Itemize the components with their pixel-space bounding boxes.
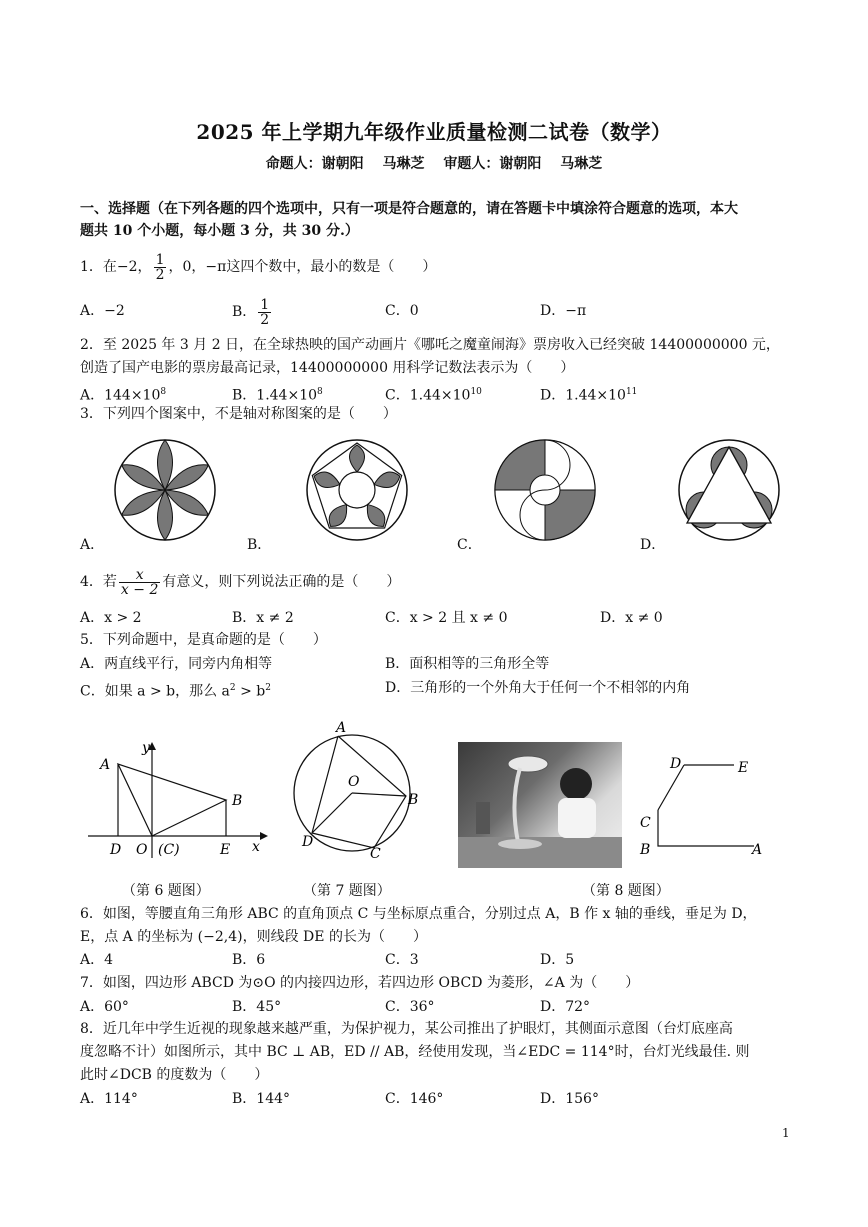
caption-fig6: （第 6 题图） [122, 883, 210, 899]
f7-label-a: A [336, 720, 347, 736]
q3-figure-b [302, 435, 412, 545]
q2-a-exp: 8 [160, 387, 167, 397]
q2-c-text: C．1.44×10 [385, 387, 471, 404]
q2-line1: 2．至 2025 年 3 月 2 日，在全球热映的国产动画片《哪吒之魔童闹海》票房收入已经突破 14400000000 元， [80, 337, 780, 353]
q2-b-exp: 8 [317, 387, 323, 397]
q6-option-d: D．5 [540, 952, 575, 968]
page-number: 1 [782, 1126, 790, 1140]
q6-line1: 6．如图，等腰直角三角形 ABC 的直角顶点 C 与坐标原点重合，分别过点 A，B 作 x 轴的垂线，垂足为 D， [80, 906, 757, 922]
q7-stem: 7．如图，四边形 ABCD 为⊙O 的内接四边形，若四边形 OBCD 为菱形，∠A 为（ ） [80, 975, 640, 991]
q1-stem-c: ，0， [168, 259, 206, 275]
f6-label-x: x [252, 839, 260, 855]
q1-stem-d: −π [205, 259, 227, 275]
q2-c-exp: 10 [470, 387, 482, 397]
f6-label-o: O [136, 842, 148, 858]
f6-label-d: D [110, 842, 122, 858]
f6-label-a: A [100, 757, 111, 773]
q1-option-b-frac [258, 298, 271, 327]
desk-lamp-photo [458, 742, 622, 868]
figure-6 [88, 738, 268, 863]
q8-option-b: B．144° [232, 1091, 291, 1107]
q8-option-a: A．114° [80, 1091, 138, 1107]
q4-stem-b: 有意义，则下列说法正确的是（ ） [162, 574, 401, 590]
q4-frac-den: x − 2 [120, 581, 159, 598]
f7-label-o: O [348, 774, 360, 790]
q2-d-text: D．1.44×10 [540, 387, 626, 404]
q3-stem: 3．下列四个图案中，不是轴对称图案的是（ ） [80, 406, 397, 422]
q5-stem: 5．下列命题中，是真命题的是（ ） [80, 632, 327, 648]
q8-option-c: C．146° [385, 1091, 444, 1107]
f8-label-d: D [670, 756, 682, 772]
q8-line1: 8．近几年中学生近视的现象越来越严重，为保护视力，某公司推出了护眼灯，其侧面示意图（台灯底座高 [80, 1021, 733, 1037]
q6-option-c: C．3 [385, 952, 419, 968]
q5-option-a: A．两直线平行，同旁内角相等 [80, 656, 273, 672]
f8-label-e: E [738, 760, 749, 776]
q8-line2: 度忽略不计）如图所示，其中 BC ⊥ AB，ED // AB，经使用发现，当∠EDC = 114°时，台灯光线最佳. 则 [80, 1044, 750, 1060]
f8-label-a: A [752, 842, 763, 858]
q7-option-d: D．72° [540, 999, 591, 1015]
q5-c-exp2: 2 [265, 683, 271, 693]
q1-stem-a: 1．在 [80, 259, 117, 275]
caption-fig8: （第 8 题图） [582, 883, 670, 899]
q6-option-b: B．6 [232, 952, 266, 968]
q3-figure-c [490, 435, 600, 545]
authors-line: 命题人：谢朝阳 马琳芝 审题人：谢朝阳 马琳芝 [265, 156, 603, 172]
q1-option-c: C．0 [385, 303, 419, 319]
q5-c-b: > b [235, 683, 266, 700]
figure-8 [636, 752, 776, 862]
f8-label-c: C [640, 815, 651, 831]
q5-c-a: C．如果 a > b，那么 a [80, 683, 230, 700]
q3-option-d: D． [640, 537, 666, 553]
f8-label-b: B [640, 842, 651, 858]
q1-b-den: 2 [260, 311, 270, 328]
q4-stem-a: 4．若 [80, 574, 117, 590]
f6-label-e: E [220, 842, 231, 858]
q3-figure-d [674, 435, 784, 545]
q2-b-text: B．1.44×10 [232, 387, 318, 404]
q7-option-a: A．60° [80, 999, 129, 1015]
q5-c-exp1: 2 [229, 683, 236, 693]
f6-label-b: B [232, 793, 243, 809]
q7-option-b: B．45° [232, 999, 282, 1015]
q1-frac-num: 1 [155, 251, 165, 268]
q3-option-b: B． [247, 537, 272, 553]
q2-option-a [80, 383, 166, 405]
q4-fraction [119, 568, 160, 597]
f7-label-c: C [370, 846, 381, 862]
figure-7 [290, 718, 430, 863]
q7-option-c: C．36° [385, 999, 435, 1015]
q1-stem-b: −2， [116, 259, 152, 275]
q1-option-b [232, 292, 273, 332]
desk-lamp-illustration [458, 742, 622, 868]
section-heading-line1: 一、选择题（在下列各题的四个选项中，只有一项是符合题意的，请在答题卡中填涂符合题意的选项，本大 [80, 201, 738, 217]
q1-option-a: A．−2 [80, 303, 125, 319]
page-title: 2025 年上学期九年级作业质量检测二试卷（数学） [196, 120, 672, 144]
q4-option-b: B．x ≠ 2 [232, 610, 294, 626]
q5-option-c [80, 679, 271, 701]
q2-option-b [232, 383, 323, 405]
section-heading-line2: 题共 10 个小题，每小题 3 分，共 30 分.） [80, 223, 359, 239]
q3-option-c: C． [457, 537, 482, 553]
q2-d-exp: 11 [625, 387, 638, 397]
f6-label-y: y [142, 740, 150, 756]
q1-frac-den: 2 [155, 266, 165, 283]
q2-line2: 创造了国产电影的票房最高记录，14400000000 用科学记数法表示为（ ） [80, 360, 575, 376]
q1-stem-e: 这四个数中，最小的数是（ ） [226, 259, 437, 275]
q1-b-num: 1 [260, 296, 270, 313]
caption-fig7: （第 7 题图） [303, 883, 391, 899]
q1-option-b-label: B． [232, 304, 257, 320]
q5-option-d: D．三角形的一个外角大于任何一个不相邻的内角 [385, 680, 691, 696]
q3-option-a: A． [80, 537, 105, 553]
q8-option-d: D．156° [540, 1091, 599, 1107]
q8-line3: 此时∠DCB 的度数为（ ） [80, 1067, 269, 1083]
f6-label-c: (C) [158, 842, 180, 858]
q4-option-c: C．x > 2 且 x ≠ 0 [385, 610, 508, 626]
f7-label-b: B [408, 792, 419, 808]
f7-label-d: D [302, 834, 314, 850]
q2-option-c [385, 383, 482, 405]
q4-stem [80, 562, 400, 602]
q1-fraction [154, 253, 167, 282]
q6-option-a: A．4 [80, 952, 114, 968]
q6-line2: E，点 A 的坐标为 (−2,4)，则线段 DE 的长为（ ） [80, 929, 427, 945]
q4-option-d: D．x ≠ 0 [600, 610, 663, 626]
q2-a-text: A．144×10 [80, 387, 161, 404]
q5-option-b: B．面积相等的三角形全等 [385, 656, 550, 672]
q2-option-d [540, 383, 637, 405]
q1-stem [80, 247, 436, 287]
q3-figure-a [110, 435, 220, 545]
q1-option-d: D．−π [540, 303, 587, 319]
q4-frac-num: x [119, 568, 160, 583]
q4-option-a: A．x > 2 [80, 610, 142, 626]
